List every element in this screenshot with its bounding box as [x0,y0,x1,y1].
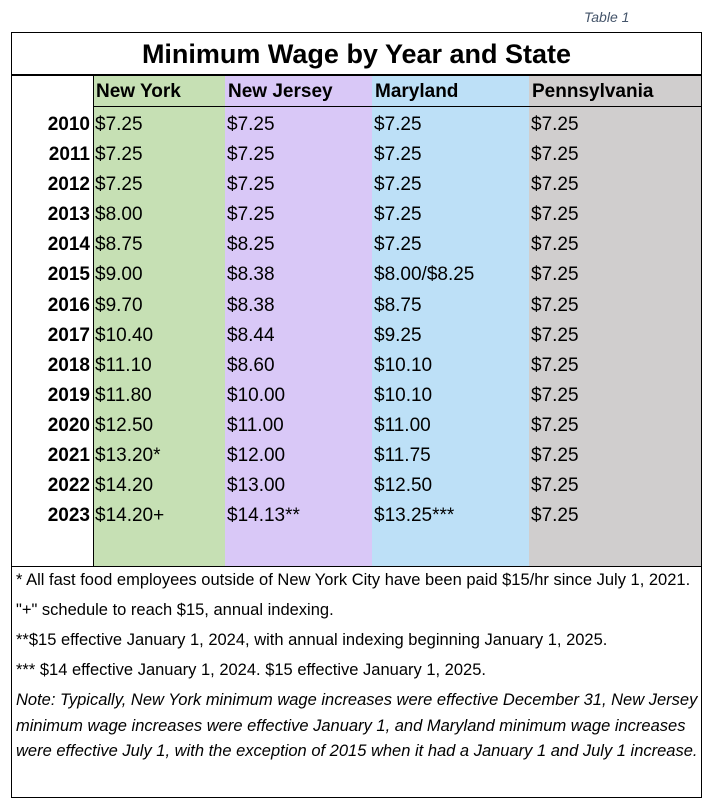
row-year: 2010 [47,114,90,135]
cell-new-york: $8.75 [95,234,143,256]
cell-new-jersey: $12.00 [227,445,286,467]
cell-new-york: $14.20+ [95,505,165,527]
cell-pennsylvania: $7.25 [531,264,579,286]
cell-new-jersey: $8.60 [227,354,275,376]
cell-pennsylvania: $7.25 [531,354,579,376]
cell-new-jersey: $8.38 [227,294,275,316]
header-pennsylvania: Pennsylvania [532,81,654,102]
cell-new-york: $7.25 [95,174,143,196]
cell-maryland: $10.10 [374,354,433,376]
table-row [12,471,701,501]
table-caption: Table 1 [584,9,630,25]
cell-maryland: $12.50 [374,475,433,497]
cell-new-jersey: $7.25 [227,174,275,196]
cell-new-jersey: $8.38 [227,264,275,286]
cell-maryland: $7.25 [374,204,422,226]
cell-pennsylvania: $7.25 [531,204,579,226]
row-year: 2015 [47,264,90,286]
table-title: Minimum Wage by Year and State [12,33,701,76]
cell-pennsylvania: $7.25 [531,324,579,346]
row-year: 2011 [48,144,90,166]
note-new-jersey: **$15 effective January 1, 2024, with annual indexing beginning January 1, 2025. [16,631,608,649]
cell-maryland: $7.25 [374,234,422,256]
cell-new-york: $10.40 [95,324,154,346]
cell-new-jersey: $11.00 [227,414,284,436]
row-year: 2012 [47,174,90,196]
table-row [12,200,701,230]
notes-divider [12,566,701,567]
cell-new-jersey: $8.25 [227,234,275,256]
column-divider [701,76,702,566]
cell-maryland: $7.25 [374,174,422,196]
cell-new-york: $14.20 [95,475,154,497]
note-fast-food: * All fast food employees outside of New York City have been paid $15/hr since July 1, 2021. [16,571,691,589]
table-row [12,170,701,200]
table-row [12,260,701,290]
row-year: 2018 [47,354,90,376]
row-year: 2022 [47,475,90,497]
cell-pennsylvania: $7.25 [531,144,579,166]
cell-maryland: $8.00/$8.25 [374,264,475,286]
table-row [12,501,701,531]
row-year: 2023 [47,505,90,527]
cell-new-jersey: $10.00 [227,384,286,406]
row-year: 2017 [47,324,90,346]
cell-new-york: $9.00 [95,264,143,286]
cell-pennsylvania: $7.25 [531,234,579,256]
cell-maryland: $9.25 [374,324,422,346]
note-maryland: *** $14 effective January 1, 2024. $15 effective January 1, 2025. [16,661,486,679]
note-plus-schedule: "+" schedule to reach $15, annual indexing. [16,601,334,619]
cell-pennsylvania: $7.25 [531,505,579,527]
cell-maryland: $10.10 [374,384,433,406]
cell-maryland: $8.75 [374,294,422,316]
cell-new-york: $9.70 [95,294,143,316]
cell-new-york: $13.20* [95,445,161,467]
cell-new-york: $8.00 [95,204,143,226]
cell-maryland: $13.25*** [374,505,455,527]
header-new-jersey: New Jersey [228,81,333,102]
table-row [12,321,701,351]
cell-maryland: $7.25 [374,114,422,135]
cell-new-jersey: $7.25 [227,144,275,166]
wage-table [11,32,702,798]
cell-maryland: $11.75 [374,445,431,467]
row-year: 2021 [47,445,90,467]
cell-new-jersey: $13.00 [227,475,286,497]
table-row [12,441,701,471]
note-effective-dates: Note: Typically, New York minimum wage increases were effective December 31, New Jersey minimum wage increases were effective January 1, and Maryland minimum wage increases were effective July 1, with the exception of 2015 when it had a January 1 and July 1 increase. [16,691,698,760]
table-row [12,230,701,260]
cell-pennsylvania: $7.25 [531,294,579,316]
header-new-york: New York [96,81,181,102]
cell-pennsylvania: $7.25 [531,174,579,196]
cell-maryland: $11.00 [374,414,431,436]
row-year: 2013 [47,204,90,226]
table-row [12,140,701,170]
table-body [12,110,701,531]
header-maryland: Maryland [375,81,459,102]
cell-new-york: $12.50 [95,414,154,436]
cell-new-york: $11.80 [95,384,152,406]
table-row [12,411,701,441]
row-year: 2020 [47,414,90,436]
row-year: 2014 [47,234,90,256]
table-row [12,351,701,381]
table-row [12,291,701,321]
cell-new-jersey: $7.25 [227,114,275,135]
header-divider [93,106,701,107]
row-year: 2019 [47,384,90,406]
cell-new-jersey: $14.13** [227,505,300,527]
cell-new-jersey: $7.25 [227,204,275,226]
cell-new-york: $7.25 [95,114,143,135]
cell-pennsylvania: $7.25 [531,414,579,436]
cell-new-york: $11.10 [95,354,152,376]
cell-new-jersey: $8.44 [227,324,275,346]
cell-pennsylvania: $7.25 [531,475,579,497]
table-row [12,110,701,140]
cell-pennsylvania: $7.25 [531,384,579,406]
cell-maryland: $7.25 [374,144,422,166]
cell-pennsylvania: $7.25 [531,445,579,467]
cell-new-york: $7.25 [95,144,143,166]
cell-pennsylvania: $7.25 [531,114,579,135]
notes-section [16,568,698,769]
row-year: 2016 [47,294,90,316]
table-row [12,381,701,411]
